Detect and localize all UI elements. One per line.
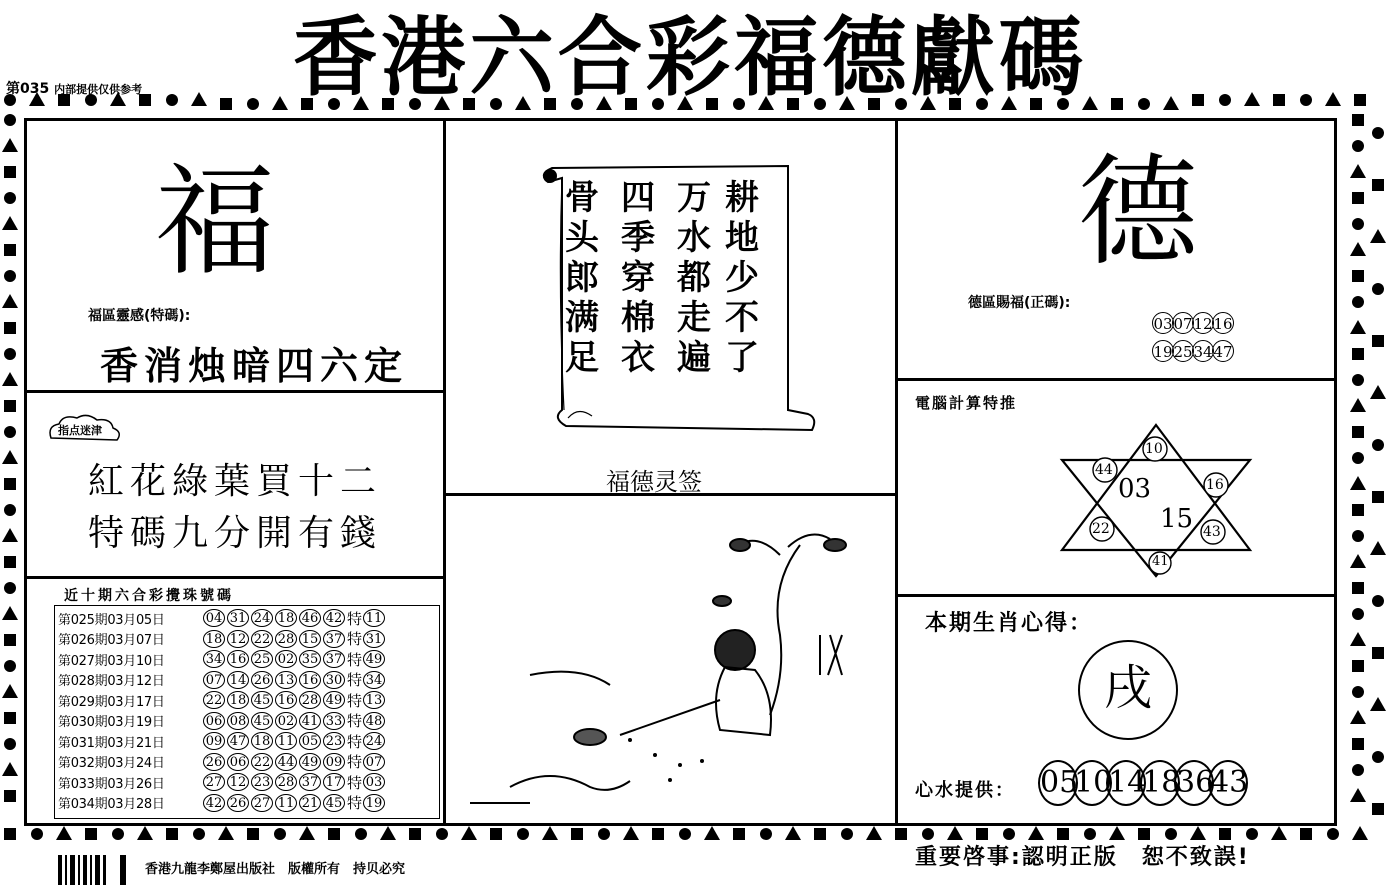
border-shape	[922, 828, 934, 840]
draw-number: 28	[275, 630, 297, 648]
issue-number	[6, 78, 142, 98]
border-shape	[623, 826, 639, 840]
border-shape	[704, 826, 720, 840]
border-shape	[785, 826, 801, 840]
draw-number: 16	[275, 691, 297, 709]
draw-number: 37	[323, 650, 345, 668]
border-shape	[328, 828, 340, 840]
draw-number: 24	[251, 609, 273, 627]
border-shape	[218, 826, 234, 840]
special-label: 特	[347, 773, 363, 792]
star-center-a: 03	[1118, 474, 1152, 504]
draw-number: 18	[203, 630, 225, 648]
draw-number: 41	[299, 712, 321, 730]
draw-number: 28	[299, 691, 321, 709]
border-shape	[598, 828, 610, 840]
draw-number: 22	[251, 753, 273, 771]
divider-fu	[27, 390, 445, 393]
hint-line-1: 紅花綠葉買十二	[88, 461, 383, 502]
draw-number: 05	[299, 732, 321, 750]
special-label: 特	[347, 609, 363, 628]
de-number: 16	[1212, 312, 1234, 334]
border-shape	[976, 828, 988, 840]
draw-number: 02	[275, 650, 297, 668]
special-label: 特	[347, 671, 363, 690]
hint-cloud-label: 指点迷津	[58, 424, 102, 437]
border-shape	[1352, 270, 1364, 282]
border-shape	[1352, 140, 1364, 152]
de-number: 12	[1192, 312, 1214, 334]
border-shape	[1354, 94, 1366, 106]
zodiac-sign: 戌	[1078, 640, 1178, 740]
draw-number: 22	[203, 691, 225, 709]
border-shape	[1325, 92, 1341, 106]
special-number: 31	[363, 630, 385, 648]
draw-number: 09	[203, 732, 225, 750]
border-shape	[1352, 826, 1368, 840]
border-shape	[1372, 595, 1384, 607]
border-shape	[4, 634, 16, 646]
border-shape	[1352, 426, 1364, 438]
border-shape	[4, 556, 16, 568]
provide-number: 05	[1038, 760, 1078, 806]
border-shape	[85, 828, 97, 840]
border-shape	[4, 828, 16, 840]
border-shape	[814, 828, 826, 840]
draw-number: 34	[203, 650, 225, 668]
border-shape	[1370, 385, 1386, 399]
border-shape	[679, 828, 691, 840]
issue-note: 内部提供仅供参考	[54, 83, 143, 96]
table-row	[58, 649, 436, 670]
border-shape	[1352, 374, 1364, 386]
special-label: 特	[347, 650, 363, 669]
border-shape	[1352, 296, 1364, 308]
provide-numbers	[1038, 760, 1249, 806]
star-bottom: 41	[1152, 554, 1169, 569]
de-numbers-row-2	[1152, 340, 1232, 362]
de-label: 德區賜福(正碼):	[968, 295, 1071, 311]
divider-computer	[898, 594, 1335, 597]
draw-number: 31	[227, 609, 249, 627]
draw-date: 第034期03月28日	[58, 797, 165, 813]
draw-number: 14	[227, 671, 249, 689]
divider-hint	[27, 576, 445, 579]
history-table	[58, 608, 436, 813]
draw-number: 33	[323, 712, 345, 730]
special-label: 特	[347, 794, 363, 813]
border-shape	[137, 826, 153, 840]
draw-number: 27	[251, 794, 273, 812]
border-shape	[2, 372, 18, 386]
table-row	[58, 690, 436, 711]
issue-id: 第035	[6, 81, 50, 97]
border-shape	[1163, 96, 1179, 110]
border-shape	[461, 826, 477, 840]
draw-number: 18	[275, 609, 297, 627]
draw-number: 17	[323, 773, 345, 791]
border-shape	[1190, 826, 1206, 840]
divider-right	[895, 121, 898, 823]
de-character: 德	[1078, 143, 1198, 282]
draw-date: 第031期03月21日	[58, 735, 165, 751]
de-number: 19	[1152, 340, 1174, 362]
border-shape	[380, 826, 396, 840]
border-shape	[1352, 192, 1364, 204]
table-row	[58, 629, 436, 650]
border-shape	[4, 192, 16, 204]
de-number: 07	[1172, 312, 1194, 334]
border-shape	[166, 828, 178, 840]
poem-caption: 福德灵签	[606, 468, 702, 496]
table-row	[58, 670, 436, 691]
border-shape	[1370, 697, 1386, 711]
border-shape	[490, 828, 502, 840]
border-shape	[1352, 738, 1364, 750]
special-label: 特	[347, 691, 363, 710]
history-title: 近十期六合彩攪珠號碼	[64, 588, 234, 604]
border-shape	[1165, 828, 1177, 840]
border-shape	[760, 828, 772, 840]
border-shape	[542, 826, 558, 840]
border-shape	[299, 826, 315, 840]
draw-date: 第028期03月12日	[58, 674, 165, 690]
border-shape	[1352, 504, 1364, 516]
draw-number: 11	[275, 732, 297, 750]
notice: 重要啓事:認明正版 恕不致誤!	[915, 845, 1250, 870]
border-shape	[1192, 94, 1204, 106]
draw-number: 45	[251, 691, 273, 709]
draw-number: 42	[323, 609, 345, 627]
draw-number: 22	[251, 630, 273, 648]
draw-date: 第033期03月26日	[58, 776, 165, 792]
table-row	[58, 752, 436, 773]
border-shape	[1352, 608, 1364, 620]
border-shape	[1350, 476, 1366, 490]
border-shape	[1109, 826, 1125, 840]
border-shape	[1372, 127, 1384, 139]
table-row	[58, 711, 436, 732]
draw-number: 09	[323, 753, 345, 771]
special-label: 特	[347, 630, 363, 649]
de-numbers-row-1	[1152, 312, 1232, 334]
border-shape	[1372, 803, 1384, 815]
divider-de	[898, 378, 1335, 381]
border-shape	[4, 660, 16, 672]
draw-number: 26	[203, 753, 225, 771]
poem-col-1: 耕地少不了	[725, 178, 759, 378]
draw-number: 08	[227, 712, 249, 730]
border-shape	[652, 828, 664, 840]
border-shape	[191, 92, 207, 106]
provide-number: 10	[1072, 760, 1112, 806]
draw-number: 47	[227, 732, 249, 750]
border-shape	[1350, 164, 1366, 178]
draw-number: 45	[323, 794, 345, 812]
border-shape	[1244, 92, 1260, 106]
star-center-b: 15	[1160, 504, 1194, 534]
draw-number: 35	[299, 650, 321, 668]
farmer-illustration	[470, 525, 880, 815]
border-shape	[1028, 826, 1044, 840]
draw-number: 46	[299, 609, 321, 627]
border-shape	[1219, 94, 1231, 106]
border-shape	[4, 400, 16, 412]
draw-number: 49	[299, 753, 321, 771]
divider-left	[443, 121, 446, 823]
draw-number: 12	[227, 773, 249, 791]
border-shape	[1352, 452, 1364, 464]
border-shape	[1350, 632, 1366, 646]
star-upper-left: 44	[1095, 462, 1113, 478]
zodiac-label: 本期生肖心得：	[925, 611, 1094, 636]
star-upper-right: 16	[1206, 477, 1224, 493]
draw-number: 15	[299, 630, 321, 648]
draw-number: 23	[323, 732, 345, 750]
page-title: 香港六合彩福德獻碼	[293, 7, 1087, 108]
border-shape	[1352, 114, 1364, 126]
border-shape	[1370, 229, 1386, 243]
draw-number: 25	[251, 650, 273, 668]
border-shape	[4, 114, 16, 126]
provide-number: 36	[1174, 760, 1214, 806]
special-number: 24	[363, 732, 385, 750]
border-shape	[4, 712, 16, 724]
border-shape	[166, 94, 178, 106]
star-lower-right: 43	[1203, 524, 1221, 540]
border-shape	[355, 828, 367, 840]
table-row	[58, 608, 436, 629]
draw-number: 18	[251, 732, 273, 750]
de-number: 03	[1152, 312, 1174, 334]
border-shape	[2, 450, 18, 464]
draw-number: 49	[323, 691, 345, 709]
border-shape	[31, 828, 43, 840]
draw-number: 07	[203, 671, 225, 689]
border-shape	[1300, 828, 1312, 840]
border-shape	[841, 828, 853, 840]
border-shape	[1372, 283, 1384, 295]
draw-number: 06	[203, 712, 225, 730]
draw-number: 11	[275, 794, 297, 812]
poem-col-2: 万水都走遍	[677, 178, 711, 378]
border-shape	[2, 684, 18, 698]
border-shape	[1372, 751, 1384, 763]
border-shape	[1352, 686, 1364, 698]
draw-number: 02	[275, 712, 297, 730]
draw-number: 16	[299, 671, 321, 689]
border-shape	[4, 322, 16, 334]
border-shape	[1352, 218, 1364, 230]
de-number: 47	[1212, 340, 1234, 362]
border-shape	[1138, 828, 1150, 840]
special-number: 19	[363, 794, 385, 812]
draw-date: 第026期03月07日	[58, 633, 165, 649]
fu-character: 福	[155, 153, 275, 292]
border-shape	[1370, 541, 1386, 555]
draw-number: 30	[323, 671, 345, 689]
border-shape	[1350, 398, 1366, 412]
border-shape	[1350, 554, 1366, 568]
border-shape	[1372, 179, 1384, 191]
draw-number: 27	[203, 773, 225, 791]
border-shape	[1372, 647, 1384, 659]
border-shape	[1003, 828, 1015, 840]
draw-number: 21	[299, 794, 321, 812]
draw-number: 28	[275, 773, 297, 791]
fu-phrase: 香消烛暗四六定	[100, 343, 409, 388]
draw-number: 37	[299, 773, 321, 791]
draw-date: 第030期03月19日	[58, 715, 165, 731]
draw-number: 16	[227, 650, 249, 668]
draw-number: 23	[251, 773, 273, 791]
border-shape	[4, 582, 16, 594]
special-number: 11	[363, 609, 385, 627]
de-number: 25	[1172, 340, 1194, 362]
border-shape	[1352, 348, 1364, 360]
border-shape	[947, 826, 963, 840]
border-shape	[4, 166, 16, 178]
border-shape	[4, 244, 16, 256]
fu-label: 福區靈感(特碼):	[88, 308, 191, 324]
border-shape	[866, 826, 882, 840]
border-shape	[4, 478, 16, 490]
border-shape	[4, 738, 16, 750]
draw-number: 06	[227, 753, 249, 771]
de-number: 34	[1192, 340, 1214, 362]
special-number: 48	[363, 712, 385, 730]
special-number: 34	[363, 671, 385, 689]
border-shape	[1246, 828, 1258, 840]
table-row	[58, 731, 436, 752]
special-number: 13	[363, 691, 385, 709]
border-shape	[112, 828, 124, 840]
border-shape	[2, 528, 18, 542]
border-shape	[2, 294, 18, 308]
border-shape	[4, 270, 16, 282]
star-top: 10	[1145, 441, 1163, 457]
draw-number: 42	[203, 794, 225, 812]
draw-date: 第025期03月05日	[58, 612, 165, 628]
provide-number: 43	[1208, 760, 1248, 806]
border-shape	[1352, 530, 1364, 542]
border-shape	[1372, 335, 1384, 347]
border-shape	[436, 828, 448, 840]
draw-number: 12	[227, 630, 249, 648]
draw-number: 26	[251, 671, 273, 689]
special-number: 07	[363, 753, 385, 771]
special-label: 特	[347, 712, 363, 731]
border-shape	[733, 828, 745, 840]
provide-label: 心水提供：	[915, 780, 1015, 801]
star-lower-left: 22	[1092, 521, 1110, 537]
border-shape	[1327, 828, 1339, 840]
draw-number: 13	[275, 671, 297, 689]
border-shape	[1372, 439, 1384, 451]
special-label: 特	[347, 753, 363, 772]
poem-col-4: 骨头郎满足	[565, 178, 599, 378]
border-shape	[2, 762, 18, 776]
border-shape	[571, 828, 583, 840]
special-number: 03	[363, 773, 385, 791]
border-shape	[1352, 764, 1364, 776]
draw-number: 18	[227, 691, 249, 709]
border-shape	[1350, 242, 1366, 256]
border-shape	[4, 504, 16, 516]
special-number: 49	[363, 650, 385, 668]
barcode-icon	[58, 855, 138, 885]
draw-date: 第029期03月17日	[58, 694, 165, 710]
border-shape	[4, 790, 16, 802]
draw-number: 04	[203, 609, 225, 627]
draw-number: 45	[251, 712, 273, 730]
border-shape	[1057, 828, 1069, 840]
border-shape	[193, 828, 205, 840]
border-shape	[56, 826, 72, 840]
border-shape	[4, 348, 16, 360]
draw-date: 第032期03月24日	[58, 756, 165, 772]
border-shape	[1300, 94, 1312, 106]
provide-number: 14	[1106, 760, 1146, 806]
border-shape	[1084, 828, 1096, 840]
border-shape	[1271, 826, 1287, 840]
computer-label: 電腦計算特推	[915, 394, 1018, 412]
border-shape	[895, 828, 907, 840]
border-shape	[1350, 320, 1366, 334]
border-shape	[1350, 710, 1366, 724]
border-shape	[2, 216, 18, 230]
special-label: 特	[347, 732, 363, 751]
draw-date: 第027期03月10日	[58, 653, 165, 669]
border-shape	[1352, 582, 1364, 594]
border-shape	[247, 828, 259, 840]
border-shape	[409, 828, 421, 840]
provide-number: 18	[1140, 760, 1180, 806]
table-row	[58, 772, 436, 793]
border-shape	[1372, 491, 1384, 503]
border-shape	[274, 828, 286, 840]
border-shape	[2, 138, 18, 152]
border-shape	[1352, 660, 1364, 672]
border-shape	[1219, 828, 1231, 840]
border-shape	[1350, 788, 1366, 802]
border-shape	[4, 426, 16, 438]
draw-number: 26	[227, 794, 249, 812]
table-row	[58, 793, 436, 814]
hint-line-2: 特碼九分開有錢	[88, 513, 383, 554]
poem-col-3: 四季穿棉衣	[621, 178, 655, 378]
draw-number: 37	[323, 630, 345, 648]
border-shape	[2, 606, 18, 620]
border-shape	[517, 828, 529, 840]
publisher-note: 香港九龍李鄭屋出版社 版權所有 持贝必究	[145, 862, 406, 877]
border-shape	[1273, 94, 1285, 106]
draw-number: 44	[275, 753, 297, 771]
